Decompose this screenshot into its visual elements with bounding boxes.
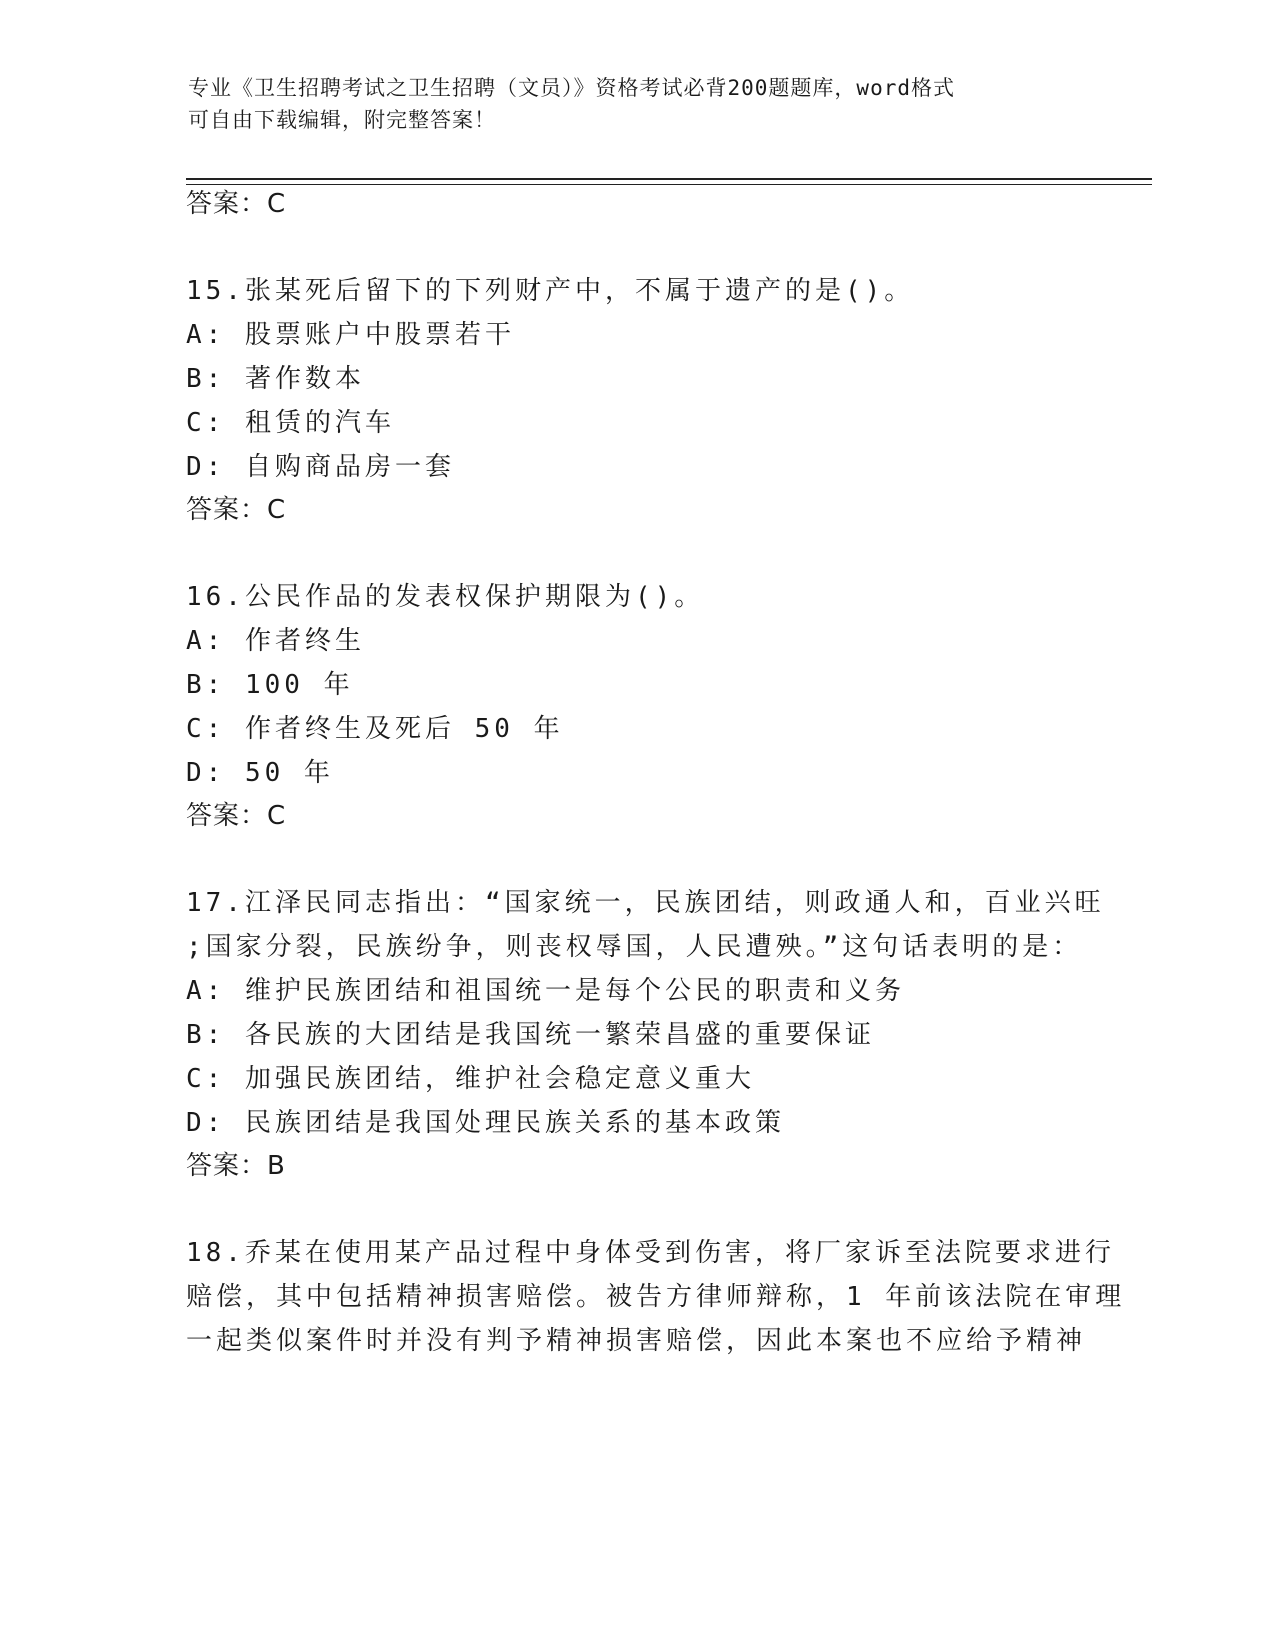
answer-15: 答案：C <box>186 495 287 525</box>
question-16-option-d: D: 50 年 <box>186 758 334 788</box>
header-line-1: 专业《卫生招聘考试之卫生招聘（文员）》资格考试必背200题题库，word格式 <box>188 76 955 100</box>
question-15-option-c: C: 租赁的汽车 <box>186 408 395 438</box>
question-17-stem-line-2: ;国家分裂，民族纷争，则丧权辱国，人民遭殃。”这句话表明的是： <box>186 932 1083 962</box>
header-rule-bottom <box>186 184 1152 185</box>
question-18-stem-line-1: 18.乔某在使用某产品过程中身体受到伤害，将厂家诉至法院要求进行 <box>186 1238 1115 1268</box>
question-16-option-c: C: 作者终生及死后 50 年 <box>186 714 564 744</box>
answer-14: 答案：C <box>186 189 287 219</box>
question-17-option-d: D: 民族团结是我国处理民族关系的基本政策 <box>186 1108 785 1138</box>
question-15-stem: 15.张某死后留下的下列财产中，不属于遗产的是()。 <box>186 276 915 306</box>
question-18-stem-line-3: 一起类似案件时并没有判予精神损害赔偿，因此本案也不应给予精神 <box>186 1326 1087 1356</box>
question-18-stem-line-2: 赔偿，其中包括精神损害赔偿。被告方律师辩称，1 年前该法院在审理 <box>186 1282 1126 1312</box>
question-15-option-d: D: 自购商品房一套 <box>186 452 455 482</box>
question-17-option-c: C: 加强民族团结，维护社会稳定意义重大 <box>186 1064 755 1094</box>
answer-16: 答案：C <box>186 801 287 831</box>
question-15-option-a: A: 股票账户中股票若干 <box>186 320 515 350</box>
question-16-option-b: B: 100 年 <box>186 670 354 700</box>
question-17-option-b: B: 各民族的大团结是我国统一繁荣昌盛的重要保证 <box>186 1020 875 1050</box>
question-16-option-a: A: 作者终生 <box>186 626 365 656</box>
question-15-option-b: B: 著作数本 <box>186 364 365 394</box>
question-16-stem: 16.公民作品的发表权保护期限为()。 <box>186 582 705 612</box>
question-17-stem-line-1: 17.江泽民同志指出：“国家统一，民族团结，则政通人和，百业兴旺 <box>186 888 1105 918</box>
answer-17: 答案：B <box>186 1151 286 1181</box>
header-rule-top <box>186 178 1152 180</box>
header-line-2: 可自由下载编辑，附完整答案！ <box>188 108 496 132</box>
question-17-option-a: A: 维护民族团结和祖国统一是每个公民的职责和义务 <box>186 976 905 1006</box>
document-header <box>188 72 1088 136</box>
